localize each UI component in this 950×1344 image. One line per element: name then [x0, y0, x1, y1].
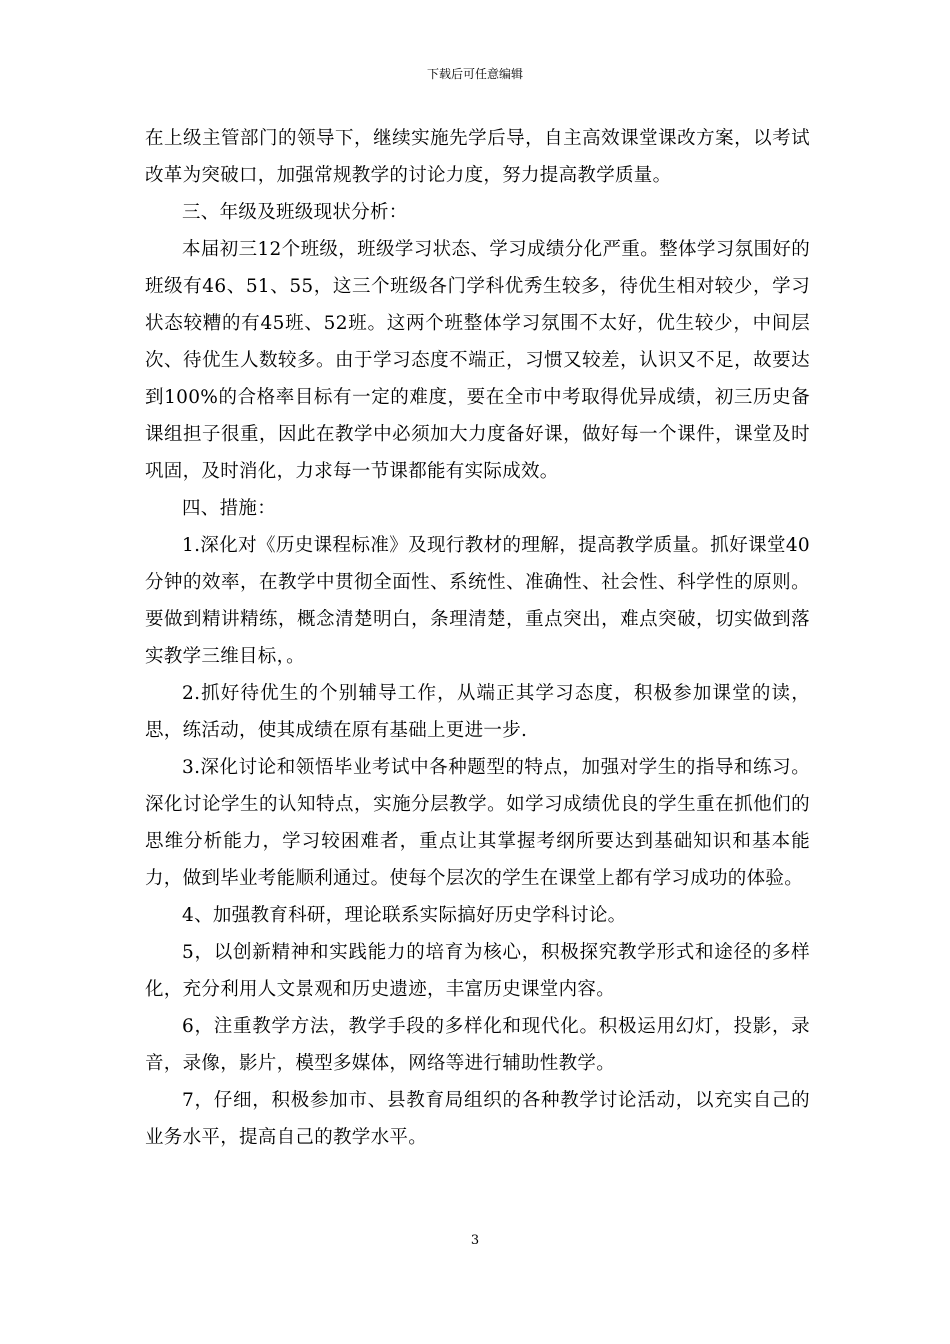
measure-item-7: 7，仔细，积极参加市、县教育局组织的各种教学讨论活动，以充实自己的业务水平，提高自己的教学水平。 — [145, 1090, 810, 1148]
document-body — [145, 120, 810, 1156]
measure-item-2: 2.抓好待优生的个别辅导工作，从端正其学习态度，积极参加课堂的读，思，练活动，使其成绩在原有基础上更进一步. — [145, 683, 810, 741]
paragraph-class-analysis: 本届初三12个班级，班级学习状态、学习成绩分化严重。整体学习氛围好的班级有46、51、55，这三个班级各门学科优秀生较多，待优生相对较少，学习状态较糟的有45班、52班。这两个班整体学习氛围不太好，优生较少，中间层次、待优生人数较多。由于学习态度不端正，习惯又较差，认识又不足，故要达到100%的合格率目标有一定的难度，要在全市中考取得优异成绩，初三历史备课组担子很重，因此在教学中必须加大力度备好课，做好每一个课件，课堂及时巩固，及时消化，力求每一节课都能有实际成效。 — [145, 239, 810, 482]
measure-item-1: 1.深化对《历史课程标准》及现行教材的理解，提高教学质量。抓好课堂40分钟的效率，在教学中贯彻全面性、系统性、准确性、社会性、科学性的原则。要做到精讲精练，概念清楚明白，条理清楚，重点突出，难点突破，切实做到落实教学三维目标，。 — [145, 535, 810, 667]
measure-item-6: 6，注重教学方法，教学手段的多样化和现代化。积极运用幻灯，投影，录音，录像，影片，模型多媒体，网络等进行辅助性教学。 — [145, 1016, 810, 1074]
section-heading-four: 四、措施： — [182, 498, 277, 519]
measure-item-4: 4、加强教育科研，理论联系实际搞好历史学科讨论。 — [182, 905, 627, 926]
page-header: 下载后可任意编辑 — [426, 67, 523, 81]
paragraph-continuation: 在上级主管部门的领导下，继续实施先学后导，自主高效课堂课改方案，以考试改革为突破口，加强常规教学的讨论力度，努力提高教学质量。 — [145, 128, 810, 186]
section-heading-three: 三、年级及班级现状分析： — [182, 202, 408, 223]
measure-item-3: 3.深化讨论和领悟毕业考试中各种题型的特点，加强对学生的指导和练习。深化讨论学生的认知特点，实施分层教学。如学习成绩优良的学生重在抓他们的思维分析能力，学习较困难者，重点让其掌握考纲所要达到基础知识和基本能力，做到毕业考能顺利通过。使每个层次的学生在课堂上都有学习成功的体验。 — [145, 757, 810, 889]
page-number: 3 — [470, 1233, 480, 1248]
measure-item-5: 5，以创新精神和实践能力的培育为核心，积极探究教学形式和途径的多样化，充分利用人文景观和历史遗迹，丰富历史课堂内容。 — [145, 942, 810, 1000]
